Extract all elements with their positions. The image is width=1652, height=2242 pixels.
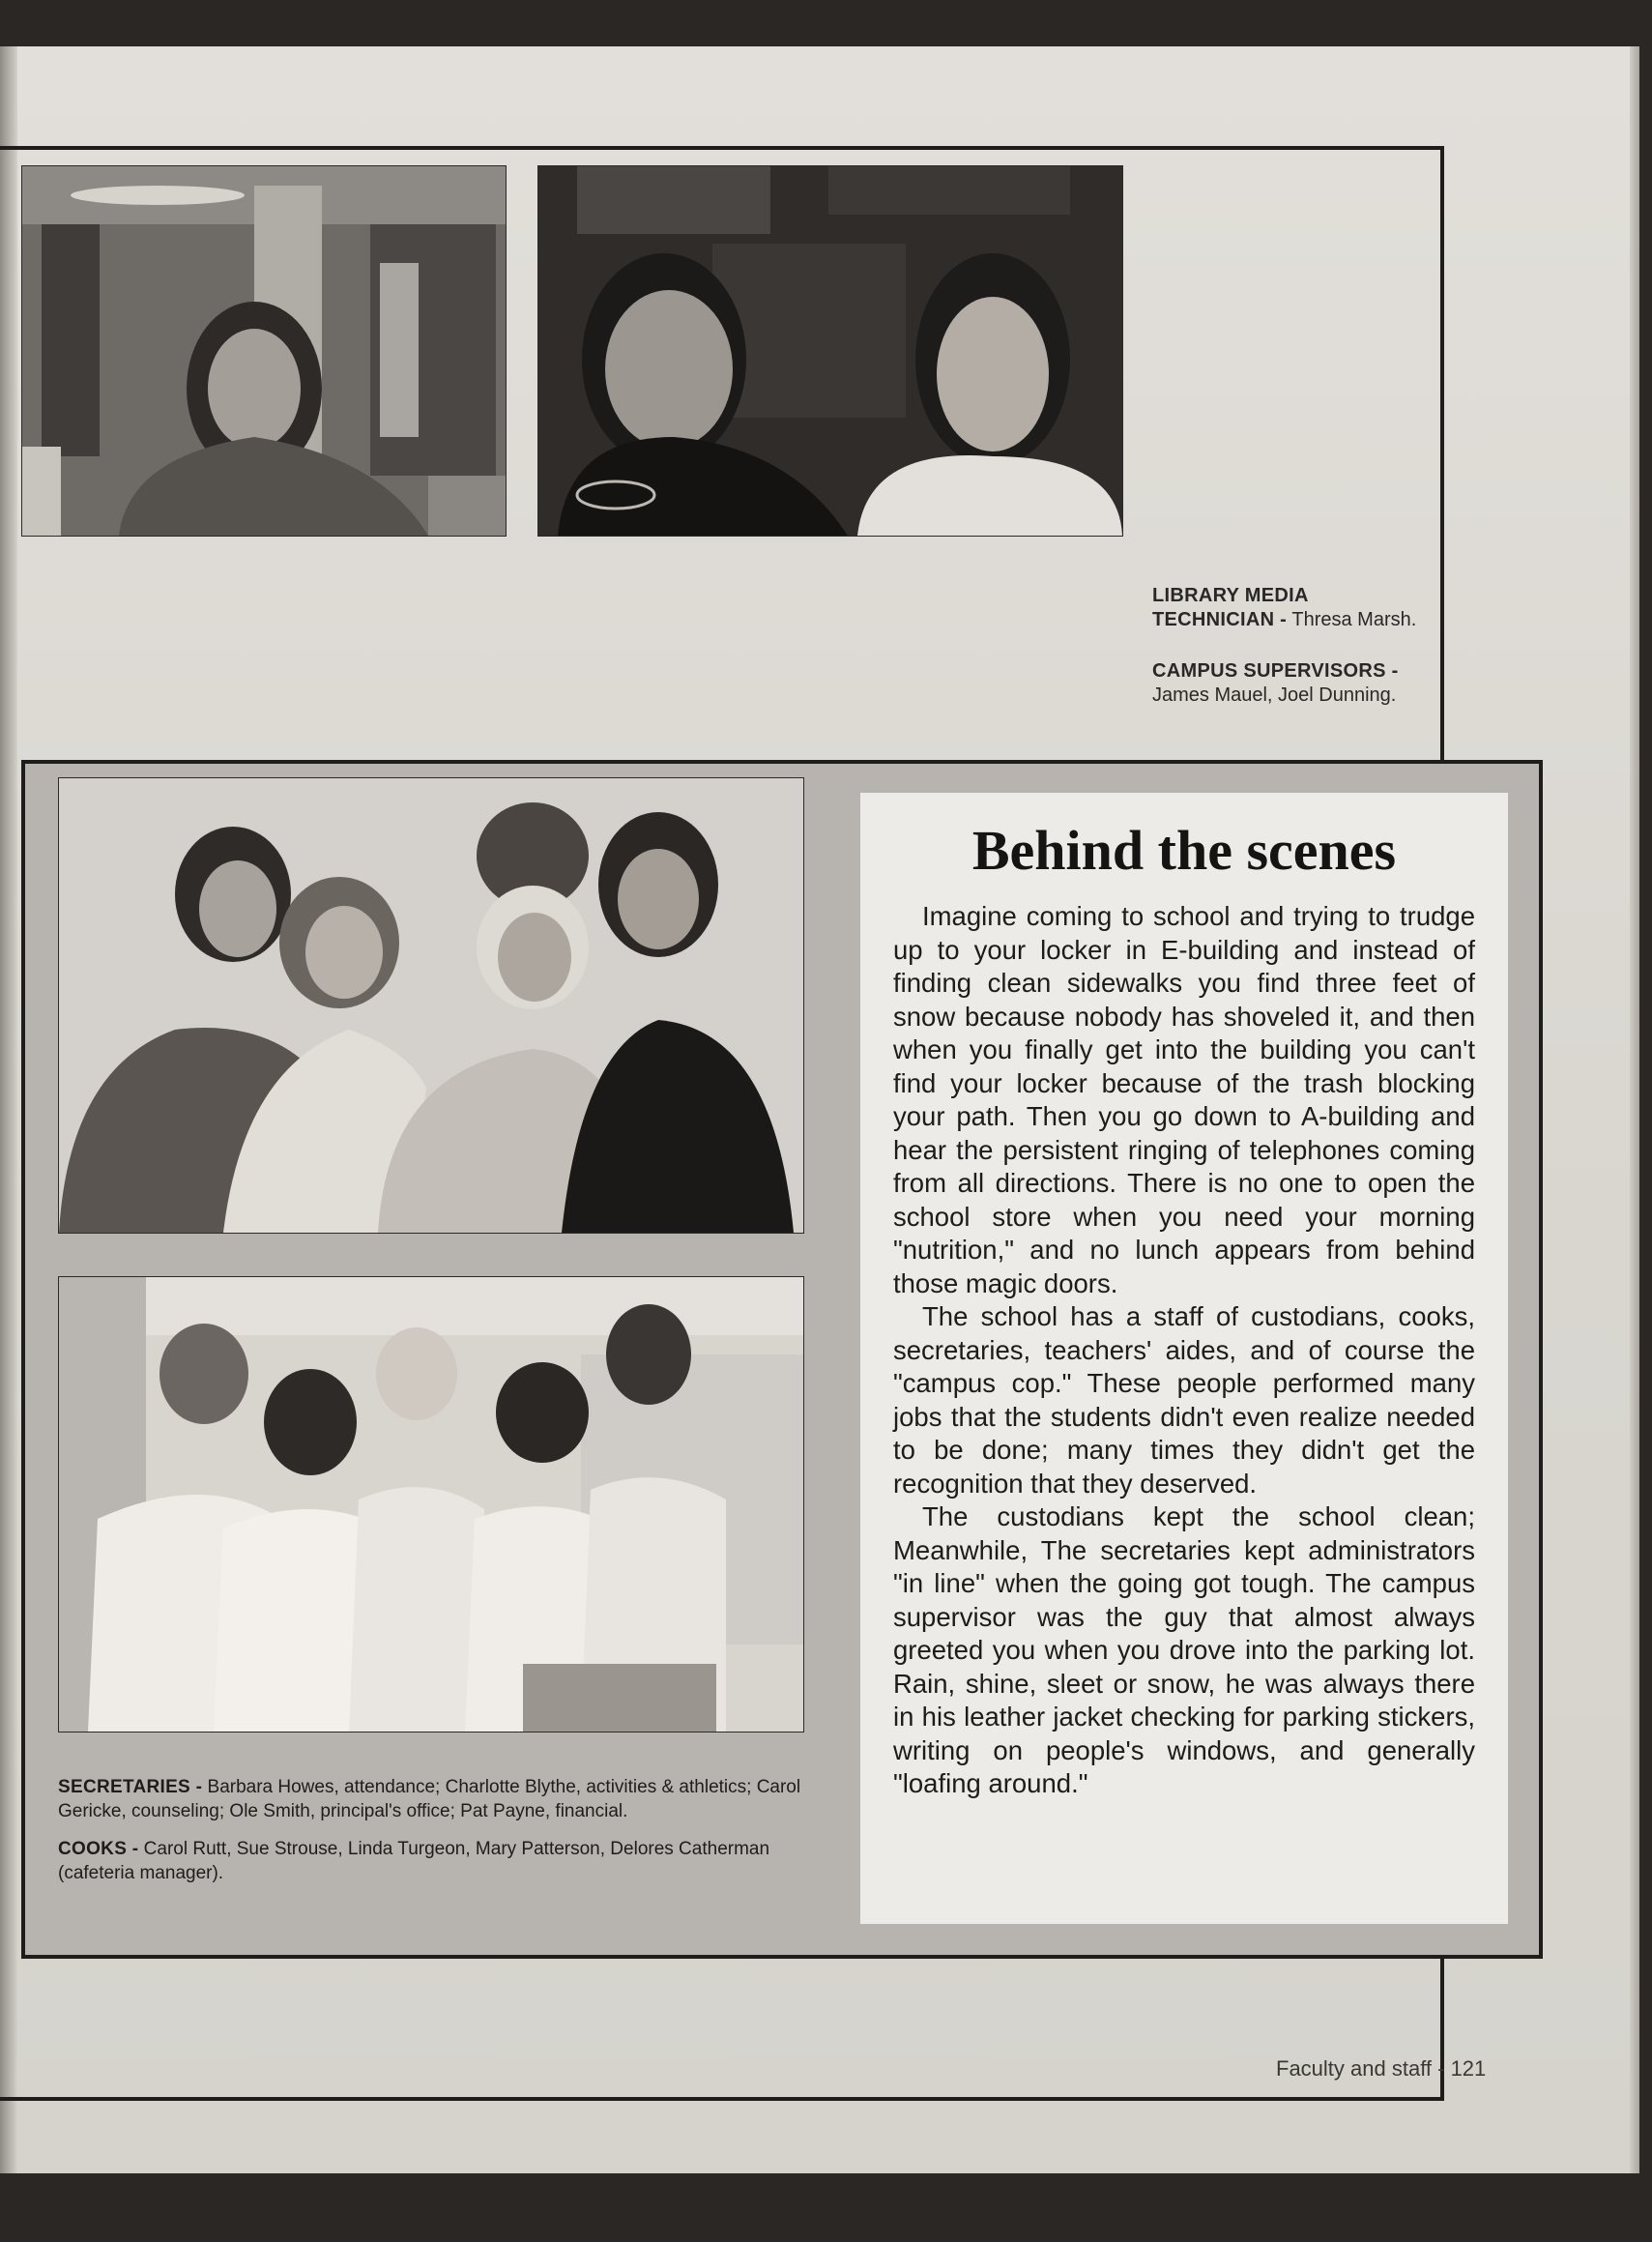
article-behind-the-scenes — [860, 793, 1508, 1924]
photo-secretaries-image — [59, 778, 803, 1233]
photo-cooks-image — [59, 1277, 803, 1732]
photo-campus-supervisors — [537, 165, 1123, 537]
article-paragraph-2: The school has a staff of custodians, cooks, secretaries, teachers' aides, and of course the "campus cop." These people performed many jobs that the students didn't even realize needed to be done; many times they didn't get the recognition that they deserved. — [893, 1301, 1475, 1499]
caption-cooks — [58, 1837, 822, 1885]
caption-secretaries-label: SECRETARIES - — [58, 1777, 203, 1797]
caption-campus — [1152, 659, 1433, 708]
article-paragraph-1: Imagine coming to school and trying to trudge up to your locker in E-building and instead of finding clean sidewalks you find three feet of snow because nobody has shoveled it, and then when you finally get into the building you can't find your locker because of the trash blocking your path. Then you go down to A-building and hear the persistent ringing of telephones coming from all directions. There is no one to open the school store when you need your morning "nutrition," and no lunch appears from behind those magic doors. — [893, 901, 1475, 1298]
bottom-frame-border — [0, 1951, 1444, 2101]
article-paragraph-3: The custodians kept the school clean; Meanwhile, The secretaries kept administrators "in line" when the going got tough. The campus supervisor was the guy that almost always greeted you when you drove into the parking lot. Rain, shine, sleet or snow, he was always there in his leather jacket checking for parking stickers, writing on people's windows, and generally "loafing around." — [893, 1501, 1475, 1798]
caption-secretaries — [58, 1775, 822, 1823]
page-folio: Faculty and staff - 121 — [1276, 2056, 1487, 2081]
photo-library-technician-image — [22, 166, 506, 536]
caption-secretaries-cooks — [58, 1775, 822, 1899]
page-edge — [1630, 46, 1639, 2173]
photo-secretaries — [58, 777, 804, 1234]
caption-campus-names: James Mauel, Joel Dunning. — [1152, 684, 1397, 706]
caption-library-label: LIBRARY MEDIA TECHNICIAN - — [1152, 585, 1308, 630]
caption-library-campus — [1152, 584, 1433, 735]
photo-cooks — [58, 1276, 804, 1732]
caption-cooks-label: COOKS - — [58, 1839, 139, 1859]
caption-library-names: Thresa Marsh. — [1291, 609, 1417, 630]
photo-library-technician — [21, 165, 507, 537]
article-title: Behind the scenes — [971, 819, 1397, 882]
caption-library — [1152, 584, 1433, 632]
caption-cooks-names: Carol Rutt, Sue Strouse, Linda Turgeon, Mary Patterson, Delores Catherman (cafeteria manager). — [58, 1839, 770, 1883]
caption-campus-label: CAMPUS SUPERVISORS - — [1152, 660, 1399, 682]
caption-secretaries-names: Barbara Howes, attendance; Charlotte Blythe, activities & athletics; Carol Gericke, counseling; Ole Smith, principal's office; Pat Payne, financial. — [58, 1777, 801, 1821]
photo-campus-supervisors-image — [538, 166, 1122, 536]
